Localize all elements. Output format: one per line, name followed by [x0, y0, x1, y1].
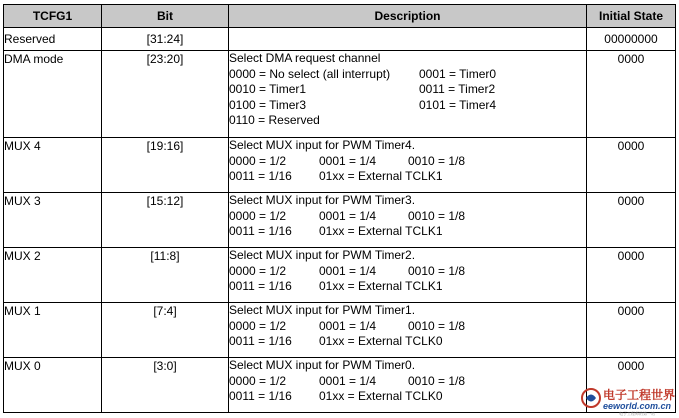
option-value: 0000 = No select (all interrupt) [229, 66, 391, 81]
option-value: 0011 = Timer2 [419, 82, 496, 96]
description-line [229, 389, 586, 405]
header-initial-state: Initial State [587, 5, 676, 28]
field-name: MUX 2 [4, 248, 102, 303]
field-bits: [23:20] [102, 51, 229, 138]
watermark-chinese-text: 电子工程世界 [603, 388, 676, 402]
field-bits: [19:16] [102, 138, 229, 193]
watermark-tagline: 电子工程师的第一站 [619, 411, 655, 416]
description-line [229, 319, 586, 335]
field-initial-state: 0000 [587, 193, 676, 248]
field-initial-state: 0000 [587, 248, 676, 303]
field-initial-state: 0000 [587, 358, 676, 413]
description-line [229, 169, 586, 185]
table-row [4, 358, 676, 413]
table-row [4, 138, 676, 193]
description-title: Select MUX input for PWM Timer3. [229, 193, 416, 207]
description-line [229, 224, 586, 240]
option-value: 0001 = 1/4 [319, 153, 377, 168]
description-title: Select MUX input for PWM Timer1. [229, 303, 416, 317]
option-value: 0101 = Timer4 [419, 97, 497, 112]
register-table [3, 4, 676, 413]
option-value: 0010 = 1/8 [408, 373, 466, 388]
field-name: DMA mode [4, 51, 102, 138]
field-bits: [31:24] [102, 28, 229, 51]
option-value: 0000 = 1/2 [229, 153, 287, 168]
description-line [229, 67, 586, 83]
eeworld-logo-icon [581, 388, 601, 408]
header-bit: Bit [102, 5, 229, 28]
description-title: Select DMA request channel [229, 51, 381, 65]
field-description [229, 51, 587, 138]
option-value: 0001 = 1/4 [319, 373, 377, 388]
option-value: 0010 = Timer1 [229, 82, 307, 96]
field-description [229, 138, 587, 193]
header-row [4, 5, 676, 28]
description-line [229, 154, 586, 170]
option-value: 01xx = External TCLK1 [319, 224, 443, 238]
field-description [229, 28, 587, 51]
description-line: 0110 = Reserved [229, 113, 320, 127]
table-row [4, 51, 676, 138]
eeworld-watermark [581, 385, 676, 416]
description-title: Select MUX input for PWM Timer0. [229, 358, 416, 372]
option-value: 0000 = 1/2 [229, 263, 287, 278]
field-name: MUX 1 [4, 303, 102, 358]
description-line [229, 98, 586, 114]
field-initial-state: 00000000 [587, 28, 676, 51]
header-tcfg1: TCFG1 [4, 5, 102, 28]
field-initial-state: 0000 [587, 138, 676, 193]
option-value: 0011 = 1/16 [229, 224, 292, 238]
field-name: MUX 4 [4, 138, 102, 193]
description-line [229, 82, 586, 98]
option-value: 0001 = 1/4 [319, 263, 377, 278]
option-value: 0010 = 1/8 [408, 208, 466, 223]
description-line [229, 279, 586, 295]
option-value: 01xx = External TCLK0 [319, 389, 443, 403]
description-line [229, 264, 586, 280]
table-row [4, 193, 676, 248]
field-initial-state: 0000 [587, 51, 676, 138]
option-value: 0011 = 1/16 [229, 334, 292, 348]
watermark-domain-text: eeworld.com.cn [603, 401, 672, 411]
field-initial-state: 0000 [587, 303, 676, 358]
option-value: 0000 = 1/2 [229, 373, 287, 388]
field-name: MUX 3 [4, 193, 102, 248]
field-bits: [15:12] [102, 193, 229, 248]
field-bits: [3:0] [102, 358, 229, 413]
option-value: 0000 = 1/2 [229, 318, 287, 333]
option-value: 0100 = Timer3 [229, 97, 307, 112]
description-line [229, 209, 586, 225]
field-bits: [11:8] [102, 248, 229, 303]
table-row [4, 303, 676, 358]
option-value: 0001 = Timer0 [419, 66, 497, 81]
field-description [229, 193, 587, 248]
option-value: 0010 = 1/8 [408, 153, 466, 168]
option-value: 0000 = 1/2 [229, 208, 287, 223]
field-description [229, 358, 587, 413]
header-description: Description [229, 5, 587, 28]
field-description [229, 303, 587, 358]
option-value: 01xx = External TCLK1 [319, 279, 443, 293]
option-value: 0001 = 1/4 [319, 208, 377, 223]
option-value: 0011 = 1/16 [229, 389, 292, 403]
option-value: 0010 = 1/8 [408, 318, 466, 333]
table-row [4, 28, 676, 51]
option-value: 0001 = 1/4 [319, 318, 377, 333]
table-row [4, 248, 676, 303]
option-value: 0011 = 1/16 [229, 169, 292, 183]
field-name: Reserved [4, 28, 102, 51]
description-title: Select MUX input for PWM Timer2. [229, 248, 416, 262]
field-bits: [7:4] [102, 303, 229, 358]
description-title: Select MUX input for PWM Timer4. [229, 138, 416, 152]
option-value: 0011 = 1/16 [229, 279, 292, 293]
option-value: 01xx = External TCLK0 [319, 334, 443, 348]
description-line [229, 374, 586, 390]
field-name: MUX 0 [4, 358, 102, 413]
option-value: 0010 = 1/8 [408, 263, 466, 278]
description-line [229, 334, 586, 350]
option-value: 01xx = External TCLK1 [319, 169, 443, 183]
field-description [229, 248, 587, 303]
